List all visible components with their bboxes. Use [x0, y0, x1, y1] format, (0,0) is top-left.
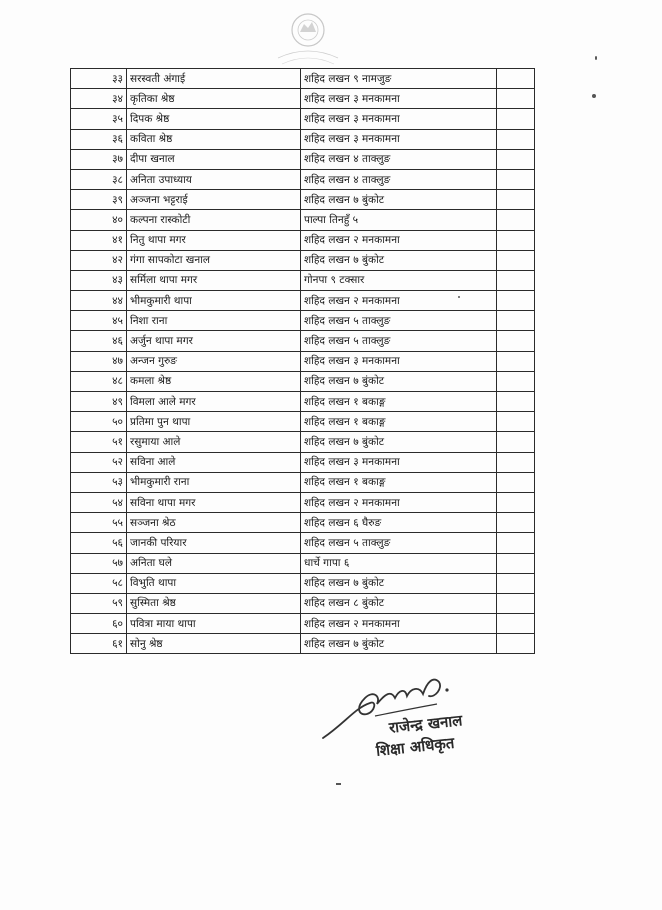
row-number-cell: ५५	[71, 513, 127, 533]
remarks-cell	[497, 492, 535, 512]
remarks-cell	[497, 371, 535, 391]
address-cell: शहिद लखन ३ मनकामना	[301, 89, 497, 109]
row-number-cell: ४३	[71, 270, 127, 290]
remarks-cell	[497, 230, 535, 250]
address-cell: शहिद लखन ५ ताक्लुङ	[301, 331, 497, 351]
remarks-cell	[497, 149, 535, 169]
row-number-cell: ५२	[71, 452, 127, 472]
name-cell: प्रतिमा पुन थापा	[127, 412, 301, 432]
remarks-cell	[497, 69, 535, 89]
row-number-cell: ३३	[71, 69, 127, 89]
address-cell: शहिद लखन ७ बुंकोट	[301, 190, 497, 210]
address-cell: शहिद लखन ८ बुंकोट	[301, 593, 497, 613]
name-cell: विभुति थापा	[127, 573, 301, 593]
address-cell: शहिद लखन ४ ताक्लुङ	[301, 169, 497, 189]
name-cell: सुस्मिता श्रेष्ठ	[127, 593, 301, 613]
remarks-cell	[497, 573, 535, 593]
row-number-cell: ४६	[71, 331, 127, 351]
remarks-cell	[497, 412, 535, 432]
table-row	[71, 412, 535, 432]
table-row	[71, 149, 535, 169]
scan-speck	[592, 94, 596, 98]
table-row	[71, 392, 535, 412]
row-number-cell: ५६	[71, 533, 127, 553]
table-row	[71, 129, 535, 149]
address-cell: शहिद लखन ४ ताक्लुङ	[301, 149, 497, 169]
address-cell: शहिद लखन ५ ताक्लुङ	[301, 311, 497, 331]
name-cell: विमला आले मगर	[127, 392, 301, 412]
name-cell: भीमकुमारी राना	[127, 472, 301, 492]
remarks-cell	[497, 392, 535, 412]
name-cell: सञ्जना श्रेठ	[127, 513, 301, 533]
name-cell: भीमकुमारी थापा	[127, 291, 301, 311]
name-cell: सोनु श्रेष्ठ	[127, 634, 301, 654]
remarks-cell	[497, 89, 535, 109]
name-cell: अनिता घले	[127, 553, 301, 573]
name-cell: दिपक श्रेष्ठ	[127, 109, 301, 129]
row-number-cell: ६०	[71, 614, 127, 634]
table-row	[71, 371, 535, 391]
remarks-cell	[497, 553, 535, 573]
row-number-cell: ४४	[71, 291, 127, 311]
name-cell: सविना थापा मगर	[127, 492, 301, 512]
remarks-cell	[497, 432, 535, 452]
table-row	[71, 614, 535, 634]
name-cell: अन्जन गुरुङ	[127, 351, 301, 371]
address-cell: शहिद लखन ७ बुंकोट	[301, 371, 497, 391]
row-number-cell: ३५	[71, 109, 127, 129]
remarks-cell	[497, 291, 535, 311]
address-cell: शहिद लखन २ मनकामना	[301, 230, 497, 250]
name-cell: गंगा सापकोटा खनाल	[127, 250, 301, 270]
name-cell: अनिता उपाध्याय	[127, 169, 301, 189]
row-number-cell: ५८	[71, 573, 127, 593]
row-number-cell: ३७	[71, 149, 127, 169]
row-number-cell: ४५	[71, 311, 127, 331]
remarks-cell	[497, 210, 535, 230]
remarks-cell	[497, 129, 535, 149]
remarks-cell	[497, 351, 535, 371]
name-cell: कविता श्रेष्ठ	[127, 129, 301, 149]
address-cell: धार्चे गापा ६	[301, 553, 497, 573]
name-cell: दीपा खनाल	[127, 149, 301, 169]
address-cell: शहिद लखन १ बकाङ्ग	[301, 392, 497, 412]
table-row	[71, 533, 535, 553]
table-row	[71, 311, 535, 331]
table-row	[71, 472, 535, 492]
remarks-cell	[497, 190, 535, 210]
row-number-cell: ३४	[71, 89, 127, 109]
signatory-title: शिक्षा अधिकृत	[375, 733, 456, 760]
name-cell: अञ्जना भट्टराई	[127, 190, 301, 210]
table-row	[71, 432, 535, 452]
table-row	[71, 331, 535, 351]
participant-table	[70, 68, 535, 654]
table-row	[71, 69, 535, 89]
row-number-cell: ३६	[71, 129, 127, 149]
table-row	[71, 109, 535, 129]
scan-speck	[595, 56, 597, 60]
remarks-cell	[497, 109, 535, 129]
row-number-cell: ४०	[71, 210, 127, 230]
table-row	[71, 553, 535, 573]
table-row	[71, 573, 535, 593]
table-row	[71, 291, 535, 311]
table-row	[71, 452, 535, 472]
table-row	[71, 513, 535, 533]
address-cell: पाल्पा तिनहुँ ५	[301, 210, 497, 230]
row-number-cell: ४७	[71, 351, 127, 371]
address-cell: शहिद लखन ७ बुंकोट	[301, 432, 497, 452]
table-row	[71, 270, 535, 290]
row-number-cell: ४२	[71, 250, 127, 270]
name-cell: कृतिका श्रेष्ठ	[127, 89, 301, 109]
address-cell: शहिद लखन २ मनकामना	[301, 291, 497, 311]
address-cell: शहिद लखन १ बकाङ्ग	[301, 412, 497, 432]
remarks-cell	[497, 533, 535, 553]
scan-speck	[458, 296, 460, 298]
address-cell: शहिद लखन ३ मनकामना	[301, 351, 497, 371]
row-number-cell: ५१	[71, 432, 127, 452]
row-number-cell: ४८	[71, 371, 127, 391]
name-cell: सर्मिला थापा मगर	[127, 270, 301, 290]
table-row	[71, 351, 535, 371]
name-cell: जानकी परियार	[127, 533, 301, 553]
remarks-cell	[497, 169, 535, 189]
table-row	[71, 190, 535, 210]
remarks-cell	[497, 311, 535, 331]
address-cell: शहिद लखन १ बकाङ्ग	[301, 472, 497, 492]
remarks-cell	[497, 270, 535, 290]
remarks-cell	[497, 472, 535, 492]
scan-speck	[336, 783, 341, 785]
remarks-cell	[497, 452, 535, 472]
name-cell: नितु थापा मगर	[127, 230, 301, 250]
remarks-cell	[497, 331, 535, 351]
table-row	[71, 492, 535, 512]
address-cell: शहिद लखन २ मनकामना	[301, 492, 497, 512]
remarks-cell	[497, 250, 535, 270]
remarks-cell	[497, 593, 535, 613]
name-cell: पवित्रा माया थापा	[127, 614, 301, 634]
row-number-cell: ४१	[71, 230, 127, 250]
row-number-cell: ४९	[71, 392, 127, 412]
address-cell: शहिद लखन ७ बुंकोट	[301, 573, 497, 593]
row-number-cell: ५९	[71, 593, 127, 613]
address-cell: शहिद लखन ३ मनकामना	[301, 109, 497, 129]
name-cell: निशा राना	[127, 311, 301, 331]
table-row	[71, 210, 535, 230]
address-cell: शहिद लखन २ मनकामना	[301, 614, 497, 634]
address-cell: शहिद लखन ३ मनकामना	[301, 129, 497, 149]
table-row	[71, 89, 535, 109]
signatory-name: राजेन्द्र खनाल	[388, 711, 464, 737]
table-row	[71, 593, 535, 613]
table-row	[71, 230, 535, 250]
address-cell: शहिद लखन ६ घैरुङ	[301, 513, 497, 533]
name-cell: कमला श्रेष्ठ	[127, 371, 301, 391]
address-cell: शहिद लखन ३ मनकामना	[301, 452, 497, 472]
row-number-cell: ६१	[71, 634, 127, 654]
municipal-seal-icon	[268, 6, 348, 68]
table-row	[71, 634, 535, 654]
row-number-cell: ५३	[71, 472, 127, 492]
name-cell: अर्जुन थापा मगर	[127, 331, 301, 351]
row-number-cell: ५७	[71, 553, 127, 573]
name-cell: सविना आले	[127, 452, 301, 472]
remarks-cell	[497, 513, 535, 533]
address-cell: शहिद लखन ५ ताक्लुङ	[301, 533, 497, 553]
table-row	[71, 250, 535, 270]
name-cell: सरस्वती अंगाई	[127, 69, 301, 89]
address-cell: गोनपा ९ टक्सार	[301, 270, 497, 290]
remarks-cell	[497, 634, 535, 654]
row-number-cell: ५४	[71, 492, 127, 512]
name-cell: रसुमाया आले	[127, 432, 301, 452]
remarks-cell	[497, 614, 535, 634]
participant-table-body	[71, 69, 535, 654]
address-cell: शहिद लखन ७ बुंकोट	[301, 634, 497, 654]
address-cell: शहिद लखन ७ बुंकोट	[301, 250, 497, 270]
row-number-cell: ५०	[71, 412, 127, 432]
name-cell: कल्पना रास्कोटी	[127, 210, 301, 230]
address-cell: शहिद लखन ९ नामजुङ	[301, 69, 497, 89]
row-number-cell: ३९	[71, 190, 127, 210]
row-number-cell: ३८	[71, 169, 127, 189]
table-row	[71, 169, 535, 189]
